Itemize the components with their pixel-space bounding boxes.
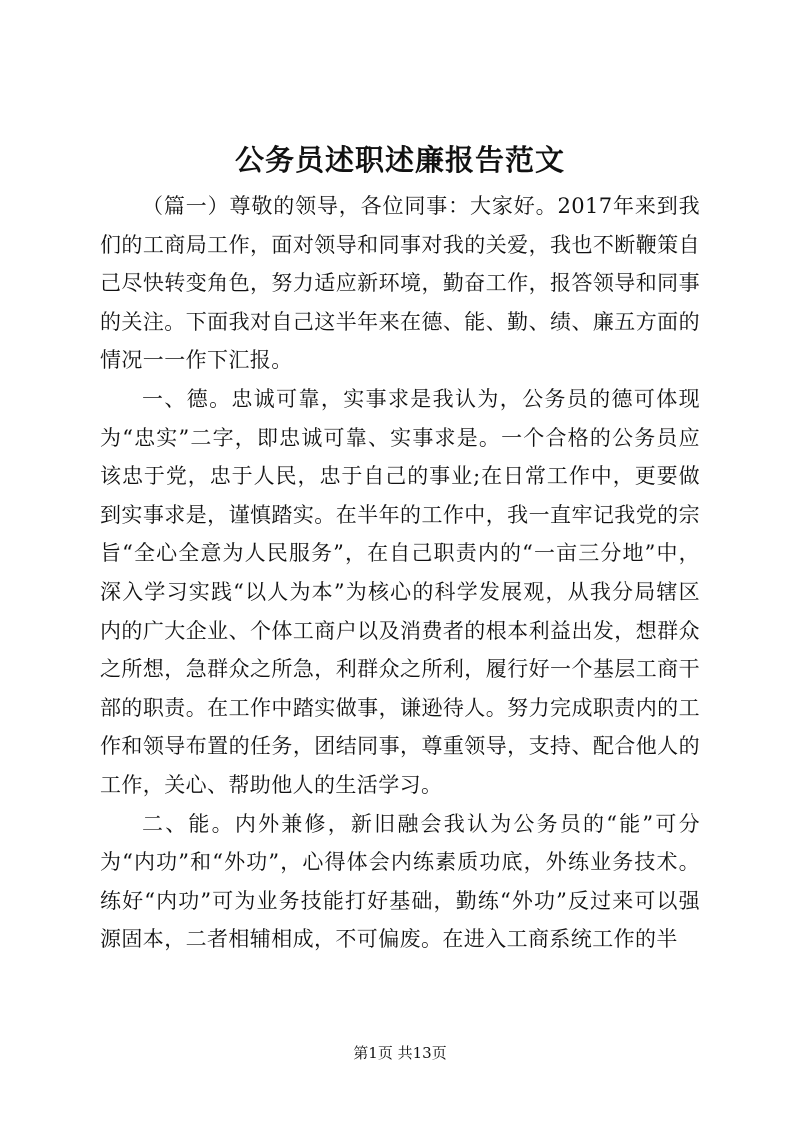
page-footer: 第1页 共13页 bbox=[353, 1044, 447, 1062]
document-title: 公务员述职述廉报告范文 bbox=[234, 143, 565, 177]
paragraph-ability: 二、能。内外兼修，新旧融会我认为公务员的“能”可分为“内功”和“外功”，心得体会内练素质功底，外练业务技术。练好“内功”可为业务技能打好基础，勤练“外功”反过来可以强源固本，二者相辅相成，不可偏废。在进入工商系统工作的半 bbox=[100, 811, 700, 952]
paragraph-intro: （篇一）尊敬的领导，各位同事：大家好。2017年来到我们的工商局工作，面对领导和同事对我的关爱，我也不断鞭策自己尽快转变角色，努力适应新环境，勤奋工作，报答领导和同事的关注。下面我对自己这半年来在德、能、勤、绩、廉五方面的情况一一作下汇报。 bbox=[100, 194, 700, 373]
document-body bbox=[100, 187, 700, 959]
paragraph-virtue: 一、德。忠诚可靠，实事求是我认为，公务员的德可体现为“忠实”二字，即忠诚可靠、实事求是。一个合格的公务员应该忠于党，忠于人民，忠于自己的事业;在日常工作中，更要做到实事求是，谨慎踏实。在半年的工作中，我一直牢记我党的宗旨“全心全意为人民服务”，在自己职责内的“一亩三分地”中，深入学习实践“以人为本”为核心的科学发展观，从我分局辖区内的广大企业、个体工商户以及消费者的根本利益出发，想群众之所想，急群众之所急，利群众之所利，履行好一个基层工商干部的职责。在工作中踏实做事，谦逊待人。努力完成职责内的工作和领导布置的任务，团结同事，尊重领导，支持、配合他人的工作，关心、帮助他人的生活学习。 bbox=[100, 386, 700, 797]
